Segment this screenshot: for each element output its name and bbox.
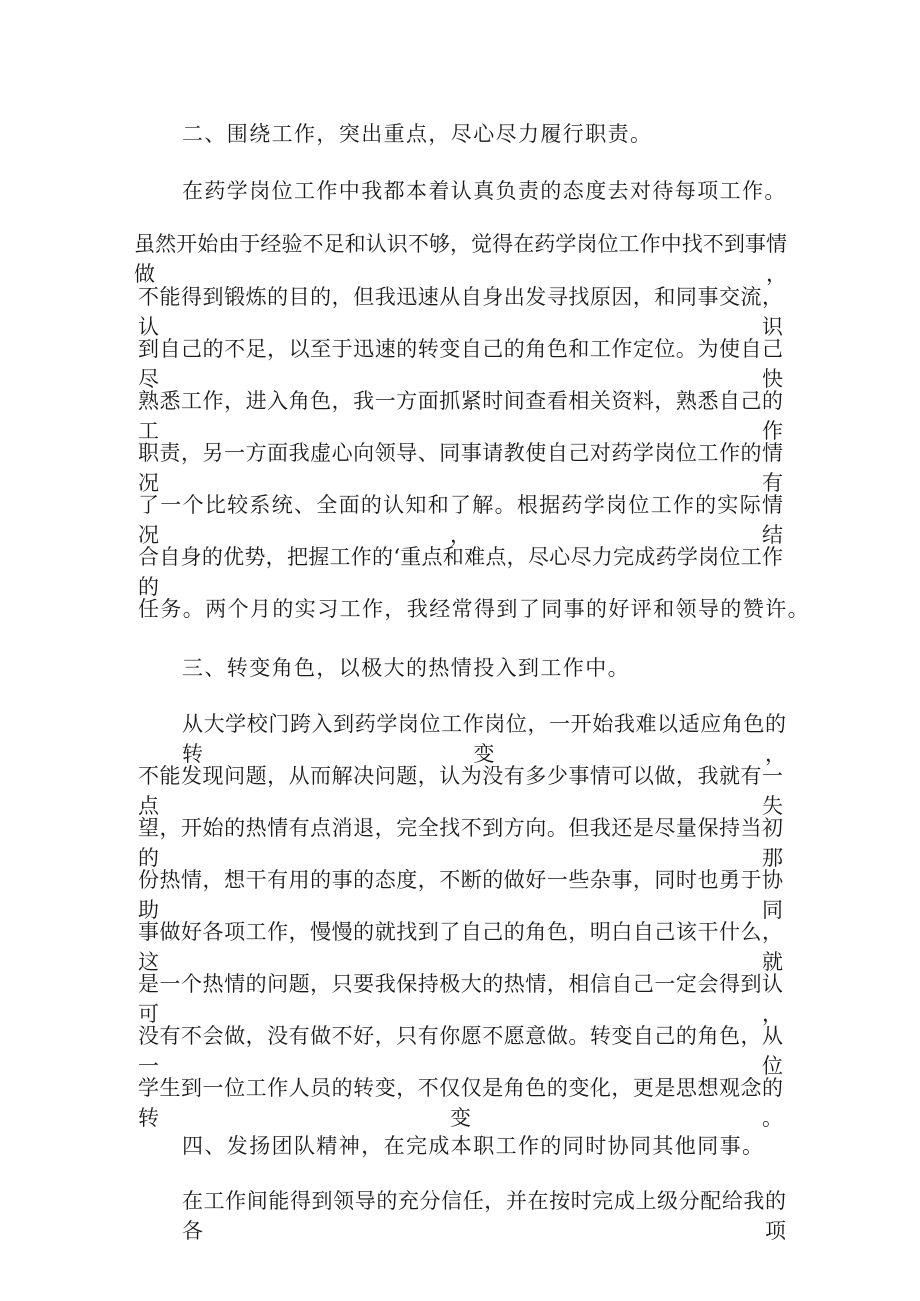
paragraph-line: 到自己的不足，以至于迅速的转变自己的角色和工作定位。为使自己尽快 — [138, 337, 783, 391]
paragraph-line: 望，开始的热情有点消退，完全找不到方向。但我还是尽量保持当初的那 — [138, 816, 783, 870]
heading-section-3: 三、转变角色，以极大的热情投入到工作中。 — [182, 656, 630, 680]
paragraph-line: 不能得到锻炼的目的，但我迅速从自身出发寻找原因，和同事交流，认识 — [138, 285, 783, 339]
paragraph-line: 职责，另一方面我虚心向领导、同事请教使自己对药学岗位工作的情况有 — [138, 441, 783, 495]
paragraph-line: 熟悉工作，进入角色，我一方面抓紧时间查看相关资料，熟悉自己的工作 — [138, 389, 783, 443]
paragraph-line: 是一个热情的问题，只要我保持极大的热情，相信自己一定会得到认可， — [138, 972, 783, 1026]
paragraph-line: 事做好各项工作，慢慢的就找到了自己的角色，明白自己该干什么，这就 — [138, 920, 783, 974]
paragraph-line: 份热情，想干有用的事的态度，不断的做好一些杂事，同时也勇于协助同 — [138, 868, 783, 922]
paragraph-line: 任务。两个月的实习工作，我经常得到了同事的好评和领导的赞许。 — [138, 597, 810, 621]
heading-section-2: 二、围绕工作，突出重点，尽心尽力履行职责。 — [182, 122, 653, 146]
heading-section-4: 四、发扬团队精神，在完成本职工作的同时协同其他同事。 — [182, 1134, 765, 1158]
paragraph-line: 不能发现问题，从而解决问题，认为没有多少事情可以做，我就有一点失 — [138, 764, 783, 818]
paragraph-line: 在工作间能得到领导的充分信任，并在按时完成上级分配给我的各项 — [182, 1189, 786, 1243]
paragraph-line: 从大学校门跨入到药学岗位工作岗位，一开始我难以适应角色的转变， — [182, 712, 786, 766]
paragraph-line: 在药学岗位工作中我都本着认真负责的态度去对待每项工作。 — [182, 179, 787, 203]
paragraph-line: 虽然开始由于经验不足和认识不够，觉得在药学岗位工作中找不到事情做， — [134, 232, 787, 286]
paragraph-line: 合自身的优势，把握工作的‘重点和难点，尽心尽力完成药学岗位工作的 — [138, 545, 783, 599]
paragraph-line: 没有不会做，没有做不好，只有你愿不愿意做。转变自己的角色，从一位 — [138, 1024, 783, 1078]
paragraph-line: 了一个比较系统、全面的认知和了解。根据药学岗位工作的实际情况，结 — [138, 493, 783, 547]
paragraph-line: 学生到一位工作人员的转变，不仅仅是角色的变化，更是思想观念的转变。 — [138, 1076, 783, 1130]
